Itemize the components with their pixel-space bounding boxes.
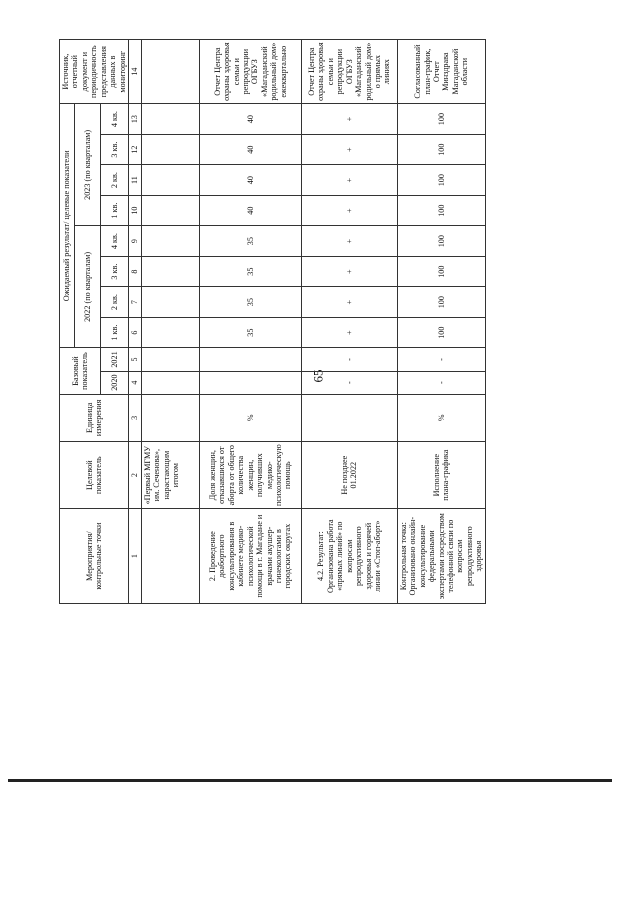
- col-number: 4: [128, 371, 141, 394]
- value-cell: 100: [397, 317, 485, 348]
- source-cell: Отчет Центра охраны здоровья семьи и репродукции ОГБУЗ «Магаданский родильный дом» ежеквартально: [199, 40, 301, 104]
- value-cell: 40: [199, 165, 301, 196]
- header-unit: Единица измерения: [60, 394, 129, 441]
- col-number: 3: [128, 394, 141, 441]
- value-cell: +: [301, 104, 397, 135]
- baseline-2020-cell: -: [397, 371, 485, 394]
- header-base-2020: 2020: [101, 371, 129, 394]
- target-cell: Не позднее 01.2022: [301, 442, 397, 509]
- value-cell: 40: [199, 104, 301, 135]
- unit-cell: %: [199, 394, 301, 441]
- header-q3-2023: 3 кв.: [101, 134, 129, 165]
- value-cell: [141, 165, 199, 196]
- page-number: 65: [310, 369, 326, 383]
- value-cell: +: [301, 165, 397, 196]
- col-number: 11: [128, 165, 141, 196]
- source-cell: Отчет Центра охраны здоровья семьи и репродукции ОГБУЗ «Магаданский родильный дом» о прямых линиях: [301, 40, 397, 104]
- col-number: 10: [128, 195, 141, 226]
- value-cell: 100: [397, 134, 485, 165]
- measures-table: [59, 39, 486, 604]
- col-number: 14: [128, 40, 141, 104]
- value-cell: 100: [397, 287, 485, 318]
- header-year-2022: 2022 (по кварталам): [75, 226, 101, 348]
- baseline-2021-cell: -: [397, 348, 485, 371]
- unit-cell: [141, 394, 199, 441]
- value-cell: +: [301, 195, 397, 226]
- header-q2-2023: 2 кв.: [101, 165, 129, 196]
- header-target: Целевой показатель: [60, 442, 129, 509]
- value-cell: +: [301, 317, 397, 348]
- value-cell: 100: [397, 226, 485, 257]
- header-q4-2023: 4 кв.: [101, 104, 129, 135]
- header-expected: Ожидаемый результат/ целевые показатели: [60, 104, 75, 348]
- baseline-2021-cell: -: [301, 348, 397, 371]
- unit-cell: %: [397, 394, 485, 441]
- value-cell: [141, 226, 199, 257]
- header-q4-2022: 4 кв.: [101, 226, 129, 257]
- col-number: 2: [128, 442, 141, 509]
- header-q2-2022: 2 кв.: [101, 287, 129, 318]
- value-cell: 100: [397, 195, 485, 226]
- col-number: 7: [128, 287, 141, 318]
- measure-cell: 4.2. Результат: Организована работа «прямых линий» по вопросам репродуктивного здоровья и горячей линии «Стоп-аборт»: [301, 509, 397, 604]
- value-cell: +: [301, 226, 397, 257]
- value-cell: [141, 134, 199, 165]
- value-cell: [141, 256, 199, 287]
- target-cell: «Первый МГМУ им. Сеченова», нарастающим итогом: [141, 442, 199, 509]
- header-measure: Мероприятия/контрольные точки: [60, 509, 129, 604]
- header-source: Источник, отчетный документ и периодичность представления данных в мониторинг: [60, 40, 129, 104]
- col-number: 1: [128, 509, 141, 604]
- unit-cell: [301, 394, 397, 441]
- header-base-2021: 2021: [101, 348, 129, 371]
- value-cell: 40: [199, 195, 301, 226]
- value-cell: [141, 287, 199, 318]
- baseline-2021-cell: [141, 348, 199, 371]
- value-cell: [141, 195, 199, 226]
- measure-cell: [141, 509, 199, 604]
- value-cell: +: [301, 256, 397, 287]
- col-number: 8: [128, 256, 141, 287]
- header-q1-2022: 1 кв.: [101, 317, 129, 348]
- value-cell: +: [301, 134, 397, 165]
- header-year-2023: 2023 (по кварталам): [75, 104, 101, 226]
- measure-cell: Контрольная точка: Организовано онлайн-консультирование федеральными экспертами посредством телефонной связи по вопросам репродуктивного здоровья: [397, 509, 485, 604]
- baseline-2020-cell: [141, 371, 199, 394]
- measure-cell: 2. Проведение доабортного консультирования в кабинете медико-психологической помощи в г. Магадане и врачами акушер-гинекологами в городских округах: [199, 509, 301, 604]
- source-cell: Согласованный план-график, Отчет Минздрава Магаданской области: [397, 40, 485, 104]
- header-q3-2022: 3 кв.: [101, 256, 129, 287]
- target-cell: Доля женщин, отказавшихся от аборта от общего количества женщин, получивших медико-психологическую помощь: [199, 442, 301, 509]
- col-number: 13: [128, 104, 141, 135]
- value-cell: 100: [397, 104, 485, 135]
- value-cell: 100: [397, 165, 485, 196]
- value-cell: 35: [199, 317, 301, 348]
- horizontal-rule: [8, 779, 612, 782]
- baseline-2020-cell: [199, 371, 301, 394]
- col-number: 6: [128, 317, 141, 348]
- value-cell: +: [301, 287, 397, 318]
- value-cell: 40: [199, 134, 301, 165]
- baseline-2021-cell: [199, 348, 301, 371]
- source-cell: [141, 40, 199, 104]
- col-number: 12: [128, 134, 141, 165]
- value-cell: 100: [397, 256, 485, 287]
- rotated-table-wrapper: [59, 39, 484, 604]
- col-number: 9: [128, 226, 141, 257]
- col-number: 5: [128, 348, 141, 371]
- value-cell: [141, 317, 199, 348]
- value-cell: [141, 104, 199, 135]
- value-cell: 35: [199, 256, 301, 287]
- target-cell: Исполнение плана-графика: [397, 442, 485, 509]
- value-cell: 35: [199, 287, 301, 318]
- baseline-2020-cell: -: [301, 371, 397, 394]
- value-cell: 35: [199, 226, 301, 257]
- header-baseline: Базовый показатель: [60, 348, 101, 394]
- header-q1-2023: 1 кв.: [101, 195, 129, 226]
